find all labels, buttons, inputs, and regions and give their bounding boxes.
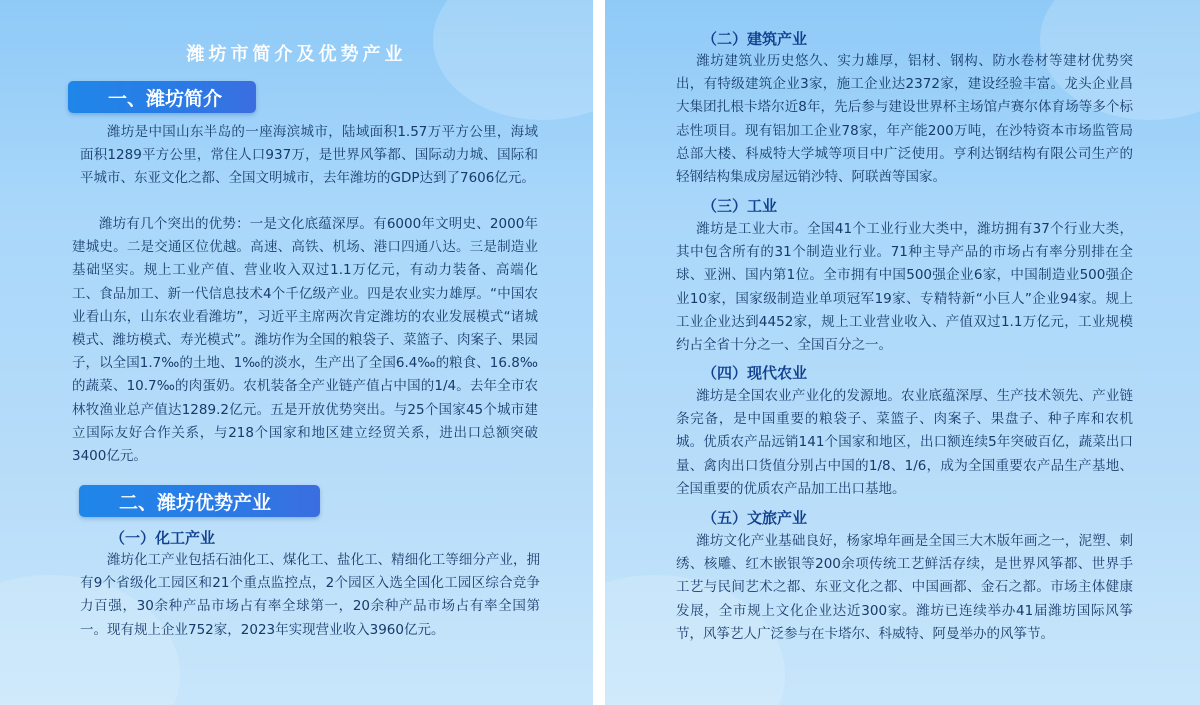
section-heading: 一、潍坊简介 [108, 87, 223, 110]
intro-paragraph-1: 潍坊是中国山东半岛的一座海滨城市，陆域面积1.57万平方公里，海域面积1289平方公里，常住人口937万，是世界风筝都、国际动力城、国际和平城市、东亚文化之都、全国文明城市，去年潍坊的GDP达到了7606亿元。 [80, 124, 538, 187]
sub-heading-agriculture: （四）现代农业 [702, 364, 808, 382]
right-page [605, 0, 1200, 705]
sub-heading-chemical: （一）化工产业 [110, 529, 216, 547]
culture-tourism-paragraph: 潍坊文化产业基础良好，杨家埠年画是全国三大木版年画之一，泥塑、刺绣、核雕、红木嵌银等200余项传统工艺鲜活存续，是世界风筝都、世界手工艺与民间艺术之都、东亚文化之都、中国画都、金石之都。市场主体健康发展，全市规上文化企业达近300家。潍坊已连续举办41届潍坊国际风筝节，风筝艺人广泛参与在卡塔尔、科威特、阿曼举办的风筝节。 [676, 533, 1133, 642]
sub-heading-construction: （二）建筑产业 [702, 30, 808, 48]
section-banner-industries [79, 485, 320, 517]
intro-paragraph-2: 潍坊有几个突出的优势：一是文化底蕴深厚。有6000年文明史、2000年建城史。二是交通区位优越。高速、高铁、机场、港口四通八达。三是制造业基础坚实。规上工业产值、营业收入双过1.1万亿元，有动力装备、高端化工、食品加工、新一代信息技术4个千亿级产业。四是农业实力雄厚。“中国农业看山东，山东农业看潍坊”，习近平主席两次肯定潍坊的农业发展模式“诸城模式、潍坊模式、寿光模式”。潍坊作为全国的粮袋子、菜篮子、肉案子、果园子，以全国1.7‰的土地、1‰的淡水，生产出了全国6.4‰的粮食、16.8‰的蔬菜、10.7‰的肉蛋奶。农机装备全产业链产值占中国的1/4。去年全市农林牧渔业总产值达1289.2亿元。五是开放优势突出。与25个国家45个城市建立国际友好合作关系，与218个国家和地区建立经贸关系，进出口总额突破3400亿元。 [72, 216, 538, 465]
left-page [0, 0, 593, 705]
sub-heading-culture-tourism: （五）文旅产业 [702, 509, 808, 527]
document-title: 潍坊市简介及优势产业 [186, 44, 407, 65]
industry-paragraph: 潍坊是工业大市。全国41个工业行业大类中，潍坊拥有37个行业大类，其中包含所有的31个制造业行业。71种主导产品的市场占有率分别排在全球、亚洲、国内第1位。全市拥有中国500强企业6家，中国制造业500强企业10家，国家级制造业单项冠军19家、专精特新“小巨人”企业94家。规上工业企业达到4452家，规上工业营业收入、产值双过1.1万亿元，工业规模约占全省十分之一、全国百分之一。 [676, 221, 1133, 354]
section-banner-intro [68, 81, 256, 113]
agriculture-paragraph: 潍坊是全国农业产业化的发源地。农业底蕴深厚、生产技术领先、产业链条完备，是中国重要的粮袋子、菜篮子、肉案子、果盘子、种子库和农机城。优质农产品远销141个国家和地区，出口额连续5年突破百亿，蔬菜出口量、禽肉出口货值分别占中国的1/8、1/6，成为全国重要农产品生产基地、全国重要的优质农产品加工出口基地。 [676, 388, 1133, 497]
section-heading: 二、潍坊优势产业 [119, 491, 272, 514]
chemical-paragraph: 潍坊化工产业包括石油化工、煤化工、盐化工、精细化工等细分产业，拥有9个省级化工园区和21个重点监控点，2个园区入选全国化工园区综合竞争力百强，30余种产品市场占有率全球第一，20余种产品市场占有率全国第一。现有规上企业752家，2023年实现营业收入3960亿元。 [80, 552, 540, 638]
sub-heading-industry: （三）工业 [702, 197, 778, 215]
construction-paragraph: 潍坊建筑业历史悠久、实力雄厚，铝材、钢构、防水卷材等建材优势突出，有特级建筑企业3家，施工企业达2372家，建设经验丰富。龙头企业昌大集团扎根卡塔尔近8年，先后参与建设世界杯主场馆卢赛尔体育场等多个标志性项目。现有铝加工企业78家，年产能200万吨，在沙特资本市场监管局总部大楼、科威特大学城等项目中广泛使用。亨利达钢结构有限公司生产的轻钢结构集成房屋远销沙特、阿联酋等国家。 [676, 53, 1133, 186]
